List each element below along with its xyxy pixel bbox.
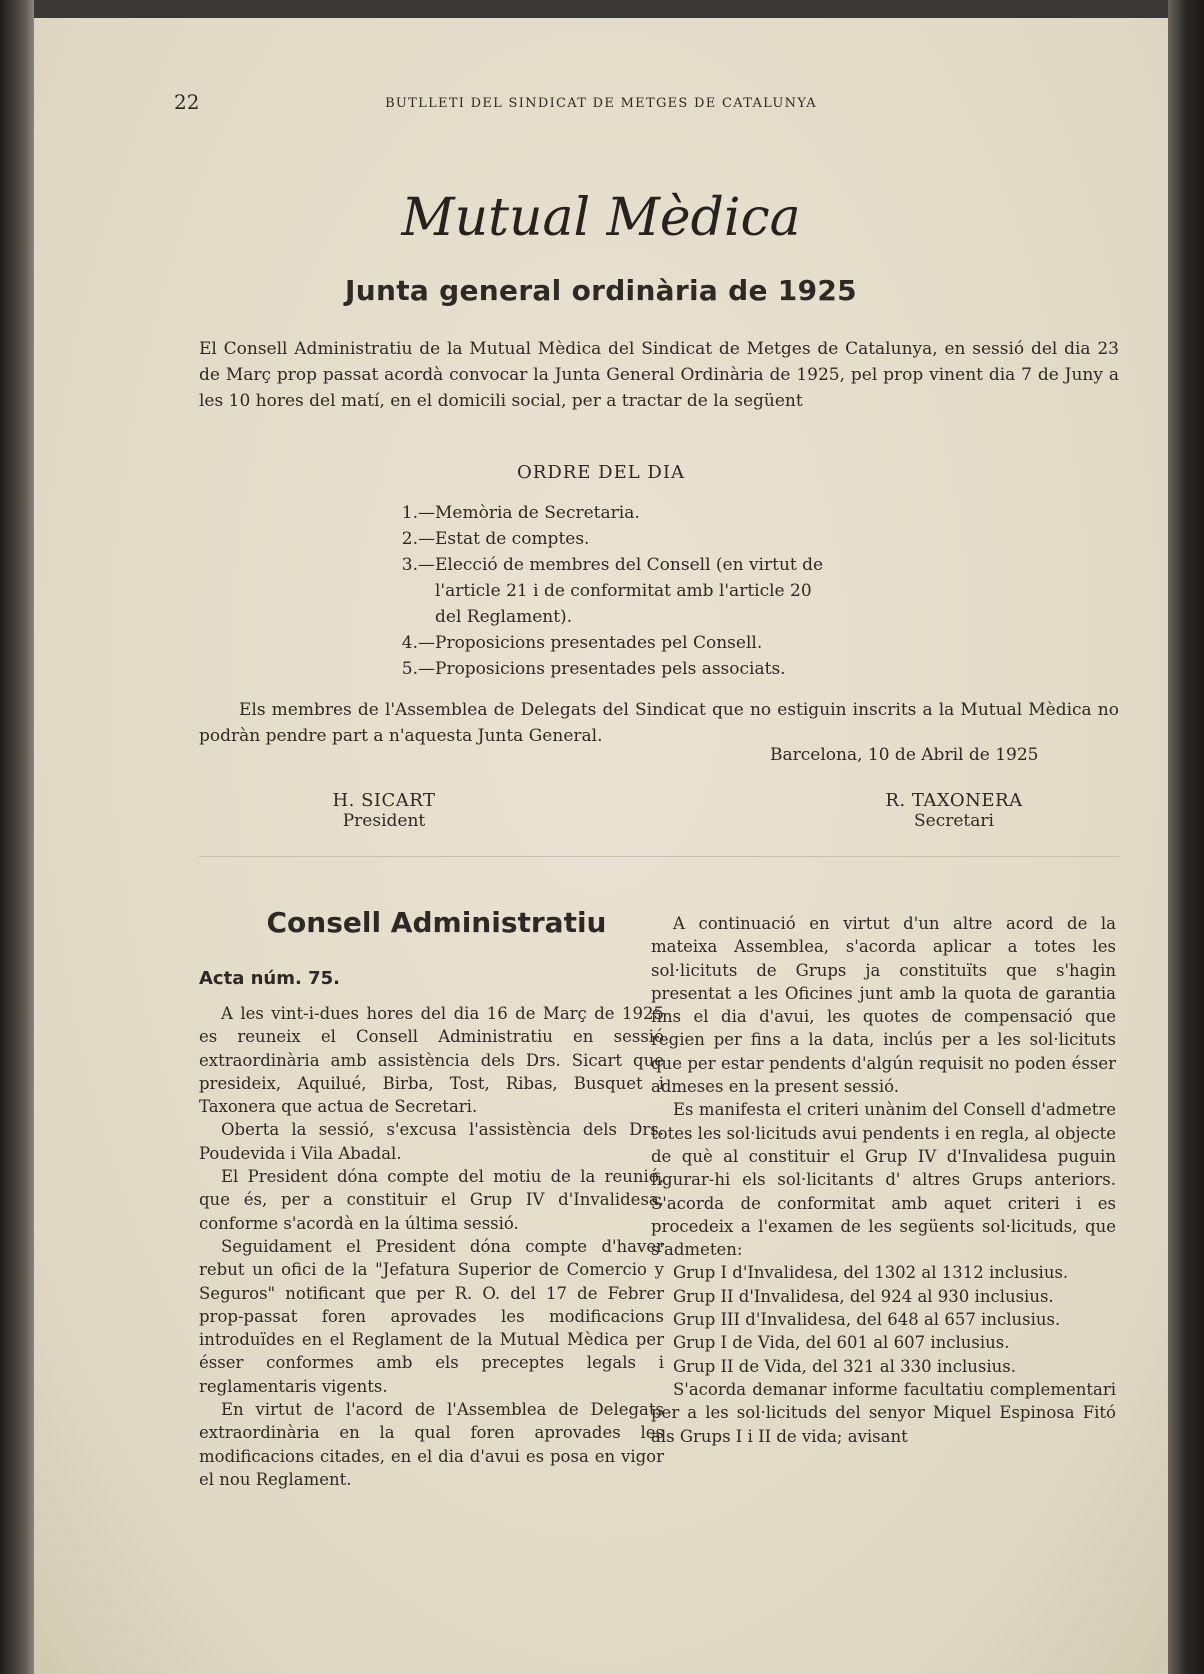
- agenda-item-continuation: del Reglament).: [435, 607, 573, 627]
- agenda-item: [399, 500, 640, 526]
- paragraph: Grup III d'Invalidesa, del 648 al 657 inclusius.: [673, 1310, 1061, 1330]
- notice-intro: El Consell Administratiu de la Mutual Mèdica del Sindicat de Metges de Catalunya, en sessió del dia 23 de Març prop passat acordà convocar la Junta General Ordinària de 1925, pel prop vinent dia 7 de Juny a les 10 hores del matí, en el domicili social, per a tractar de la següent: [199, 339, 1119, 411]
- paragraph: S'acorda demanar informe facultatiu complementari per a les sol·licituds del senyor Miquel Espinosa Fitó als Grups I i II de vida; avisant: [651, 1379, 1116, 1446]
- notice-title: Junta general ordinària de 1925: [345, 274, 857, 307]
- right-column: [651, 912, 1116, 1448]
- agenda-item-continuation: l'article 21 i de conformitat amb l'article 20: [435, 581, 812, 601]
- paragraph: A continuació en virtut d'un altre acord de la mateixa Assemblea, s'acorda aplicar a totes les sol·licituts de Grups ja constituïts que s'hagin presentat a les Oficines junt amb la quota de garantia fins el dia d'avui, les quotes de compensació que regien per fins a la data, inclús per a les sol·licituts que per estar pendents d'algún requisit no poden ésser admeses en la present sessió.: [651, 914, 1116, 1097]
- agenda-item-number: 3.—: [401, 555, 435, 575]
- paragraph: A les vint-i-dues hores del dia 16 de Març de 1925 es reuneix el Consell Administratiu en sessió extraordinària amb assistència dels Drs. Sicart que presideix, Aquilué, Birba, Tost, Ribas, Busquet i Taxonera que actua de Secretari.: [199, 1004, 664, 1117]
- section-divider: [199, 856, 1119, 857]
- agenda-item-number: 2.—: [401, 529, 435, 549]
- agenda-item: [399, 552, 919, 630]
- agenda-item-text: Proposicions presentades pel Consell.: [435, 633, 763, 653]
- agenda-item: [399, 656, 786, 682]
- signature-role: Secretari: [914, 811, 994, 831]
- paragraph: Grup II de Vida, del 321 al 330 inclusius.: [673, 1356, 1016, 1376]
- agenda-item-text: Memòria de Secretaria.: [435, 503, 640, 523]
- notice-note: Els membres de l'Assemblea de Delegats del Sindicat que no estiguin inscrits a la Mutual Mèdica no podràn pendre part a n'aquesta Junta General.: [199, 700, 1119, 746]
- paragraph: Grup I d'Invalidesa, del 1302 al 1312 inclusius.: [673, 1263, 1069, 1283]
- agenda-item-number: 4.—: [401, 633, 435, 653]
- masthead-title: Mutual Mèdica: [401, 188, 801, 248]
- signature-name: R. TAXONERA: [885, 790, 1023, 811]
- notice-date: Barcelona, 10 de Abril de 1925: [770, 745, 1039, 765]
- signature-president: [304, 790, 464, 831]
- page: [34, 18, 1168, 1674]
- paragraph: El President dóna compte del motiu de la reunió, que és, per a constituir el Grup IV d'Invalidesa, conforme s'acordà en la última sessió.: [199, 1167, 664, 1233]
- left-column: [199, 1002, 664, 1491]
- book-spine-right: [1168, 0, 1204, 1674]
- signature-role: President: [342, 811, 426, 831]
- signature-secretary: [854, 790, 1054, 831]
- paragraph: Oberta la sessió, s'excusa l'assistència dels Drs. Poudevida i Vila Abadal.: [199, 1120, 664, 1163]
- paragraph: Grup II d'Invalidesa, del 924 al 930 inclusius.: [673, 1286, 1054, 1306]
- agenda-item-number: 5.—: [401, 659, 435, 679]
- paragraph: Grup I de Vida, del 601 al 607 inclusius.: [673, 1333, 1010, 1353]
- agenda-item: [399, 630, 762, 656]
- paragraph: Seguidament el President dóna compte d'haver rebut un ofici de la "Jefatura Superior de Comercio y Seguros" notificant que per R. O. del 17 de Febrer prop-passat foren aprovades les modificacions introduïdes en el Reglament de la Mutual Mèdica per ésser conformes amb els preceptes legals i reglamentaris vigents.: [199, 1236, 664, 1396]
- running-title: BUTLLETI DEL SINDICAT DE METGES DE CATALUNYA: [385, 96, 817, 111]
- agenda-item: [399, 526, 589, 552]
- agenda-item-text: Estat de comptes.: [435, 529, 590, 549]
- paragraph: Es manifesta el criteri unànim del Consell d'admetre totes les sol·licituds avui pendents i en regla, al objecte de què al constituir el Grup IV d'Invalidesa puguin figurar-hi els sol·licitants d' altres Grups anteriors. S'acorda de conformitat amb aquet criteri i es procedeix a l'examen de les següents sol·licituds, que s'admeten:: [651, 1100, 1116, 1260]
- agenda-item-text: Elecció de membres del Consell (en virtut de: [435, 555, 824, 575]
- consell-title: Consell Administratiu: [266, 906, 607, 939]
- paragraph: En virtut de l'acord de l'Assemblea de Delegats extraordinària en la qual foren aprovades les modificacions citades, en el dia d'avui es posa en vigor el nou Reglament.: [199, 1400, 664, 1489]
- agenda-item-text: Proposicions presentades pels associats.: [435, 659, 786, 679]
- agenda-item-number: 1.—: [401, 503, 435, 523]
- signature-name: H. SICART: [332, 790, 436, 811]
- page-number: 22: [174, 90, 200, 114]
- agenda-title: ORDRE DEL DIA: [517, 462, 685, 483]
- acta-number: Acta núm. 75.: [199, 968, 340, 989]
- book-gutter-left: [0, 0, 34, 1674]
